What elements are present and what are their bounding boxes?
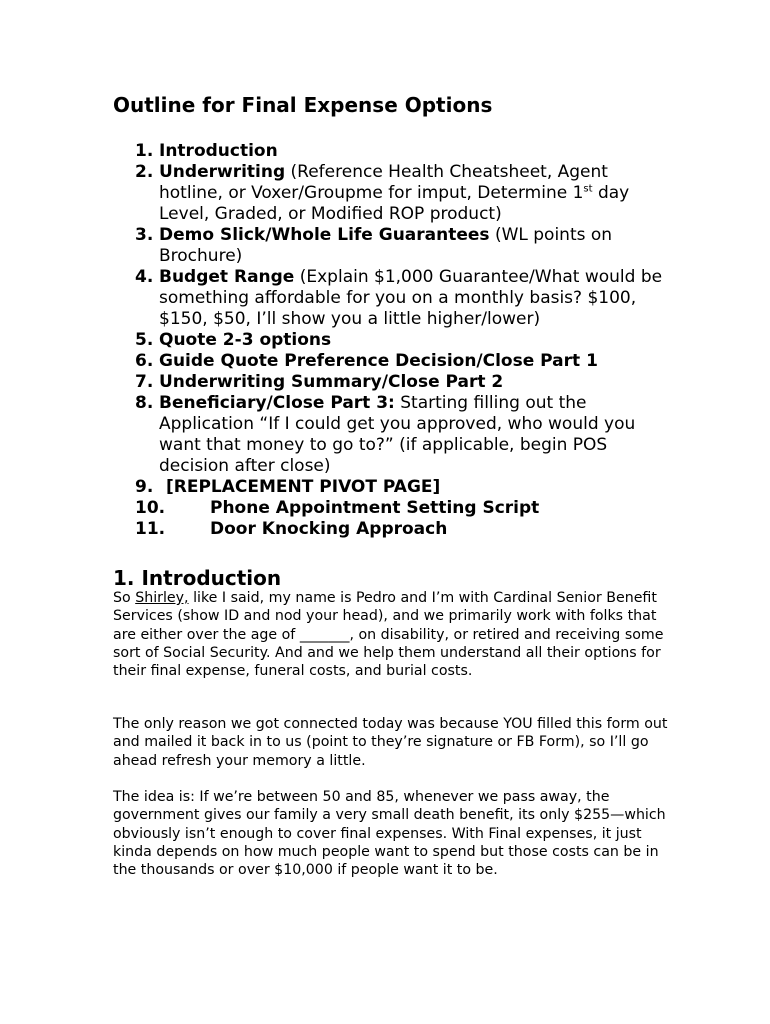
document-title: Outline for Final Expense Options	[113, 93, 493, 117]
outline-item-detail: Starting filling out the Application “If I could get you approved, who would you want that money to go to?” (if applicable, begin POS decision after close)	[159, 393, 636, 476]
intro-paragraph-1	[113, 589, 673, 680]
outline-item-guide-quote	[113, 351, 673, 372]
outline-item-number: 6.	[135, 351, 154, 371]
outline-item-number: 4.	[135, 267, 154, 287]
paragraph-text: like I said, my name is Pedro and I’m with Cardinal Senior Benefit Services (show ID and nod your head), and we primarily work with folks that are either over the age of _______, on disability, or retired and receiving some sort of Social Security. And and we help them understand all their options for their final expense, funeral costs, and burial costs.	[113, 590, 664, 680]
section-heading-introduction: 1. Introduction	[113, 566, 282, 590]
outline-item-title: Underwriting	[159, 162, 286, 182]
outline-item-underwriting	[113, 162, 673, 225]
outline-item-title: Introduction	[159, 141, 278, 161]
outline-item-number: 8.	[135, 393, 154, 413]
outline-item-replacement-pivot	[113, 477, 673, 498]
outline-item-demo-slick	[113, 225, 673, 267]
outline-item-title: Door Knocking Approach	[210, 519, 448, 539]
intro-paragraph-2: The only reason we got connected today was because YOU filled this form out and mailed it back in to us (point to they’re signature or FB Form), so I’ll go ahead refresh your memory a little.	[113, 716, 668, 769]
outline-item-detail: (WL points on Brochure)	[159, 225, 613, 266]
outline-item-title: Guide Quote Preference Decision/Close Part 1	[159, 351, 598, 371]
outline-item-detail: (Reference Health Cheatsheet, Agent hotline, or Voxer/Groupme for imput, Determine 1	[159, 162, 608, 203]
outline-item-number: 9.	[135, 477, 154, 497]
outline-item-underwriting-summary	[113, 372, 673, 393]
outline-item-budget-range	[113, 267, 673, 330]
outline-item-title: Beneficiary/Close Part 3:	[159, 393, 395, 413]
outline-item-number: 11.	[135, 519, 166, 539]
prospect-name: Shirley,	[135, 590, 189, 606]
intro-paragraph-3: The idea is: If we’re between 50 and 85, whenever we pass away, the government gives our family a very small death benefit, its only $255—which obviously isn’t enough to cover final expenses. With Final expenses, it just kinda depends on how much people want to spend but those costs can be in the thousands or over $10,000 if people want it to be.	[113, 789, 666, 879]
outline-item-introduction	[113, 141, 673, 162]
outline-item-title: Underwriting Summary/Close Part 2	[159, 372, 504, 392]
outline-item-beneficiary	[113, 393, 673, 477]
outline-item-title: Demo Slick/Whole Life Guarantees	[159, 225, 490, 245]
outline-item-quote-options	[113, 330, 673, 351]
outline-item-title: Budget Range	[159, 267, 295, 287]
outline-item-number: 2.	[135, 162, 154, 182]
outline-item-title: [REPLACEMENT PIVOT PAGE]	[166, 477, 441, 497]
outline-item-number: 1.	[135, 141, 154, 161]
outline-item-title: Quote 2-3 options	[159, 330, 332, 350]
outline-item-detail: (Explain $1,000 Guarantee/What would be something affordable for you on a monthly basis? $100, $150, $50, I’ll show you a little higher/lower)	[159, 267, 663, 329]
outline-item-title: Phone Appointment Setting Script	[210, 498, 540, 518]
outline-item-number: 3.	[135, 225, 154, 245]
outline-item-door-knocking	[113, 519, 673, 540]
outline-item-number: 10.	[135, 498, 166, 518]
outline-item-phone-script	[113, 498, 673, 519]
outline-item-number: 7.	[135, 372, 154, 392]
outline-item-number: 5.	[135, 330, 154, 350]
ordinal-suffix: st	[583, 183, 593, 195]
outline-item-detail-continued: day Level, Graded, or Modified ROP product)	[159, 183, 630, 224]
outline-list	[113, 141, 673, 540]
paragraph-text: So	[113, 590, 136, 606]
